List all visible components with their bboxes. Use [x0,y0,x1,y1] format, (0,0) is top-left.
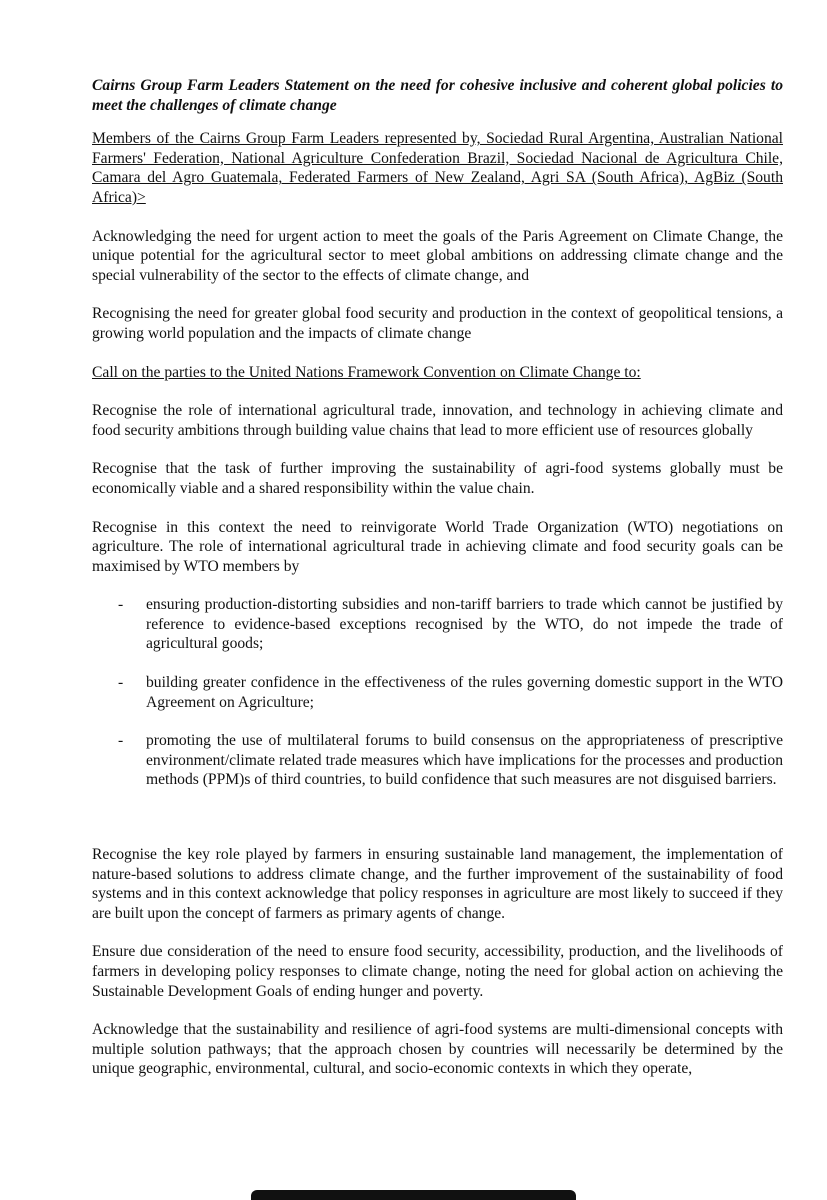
wto-measures-list [92,595,783,790]
preamble-paragraph: Recognising the need for greater global food security and production in the context of geopolitical tensions, a growing world population and the impacts of climate change [92,305,783,342]
list-item [92,731,783,790]
list-item [92,673,783,712]
list-item-text: building greater confidence in the effectiveness of the rules governing domestic support in the WTO Agreement on Agriculture; [146,674,783,711]
preamble-paragraph: Acknowledging the need for urgent action to meet the goals of the Paris Agreement on Climate Change, the unique potential for the agricultural sector to meet global ambitions on addressing climate change and the special vulnerability of the sector to the effects of climate change, and [92,227,783,284]
list-item [92,595,783,654]
home-indicator-bar[interactable] [251,1190,576,1200]
call-paragraph: Recognise the role of international agricultural trade, innovation, and technology in achieving climate and food security ambitions through building value chains that lead to more efficient use of resources globally [92,402,783,439]
bullet-dash: - [118,674,124,692]
call-paragraph: Recognise in this context the need to reinvigorate World Trade Organization (WTO) negotiations on agriculture. The role of international agricultural trade in achieving climate and food security goals can be maximised by WTO members by [92,518,783,575]
call-paragraph: Recognise that the task of further improving the sustainability of agri-food systems globally must be economically viable and a shared responsibility within the value chain. [92,460,783,497]
closing-paragraph: Acknowledge that the sustainability and resilience of agri-food systems are multi-dimensional concepts with multiple solution pathways; that the approach chosen by countries will necessarily be determined by the unique geographic, environmental, cultural, and socio-economic contexts in which they operate, [92,1021,783,1078]
list-item-text: promoting the use of multilateral forums to build consensus on the appropriateness of prescriptive environment/climate related trade measures which have implications for the processes and production methods (PPM)s of third countries, to build confidence that such measures are not disguised barriers. [146,732,783,789]
call-heading: Call on the parties to the United Nations Framework Convention on Climate Change to: [92,363,641,381]
closing-paragraph: Recognise the key role played by farmers in ensuring sustainable land management, the implementation of nature-based solutions to address climate change, and the further improvement of the sustainability of food systems and in this context acknowledge that policy responses in agriculture are most likely to succeed if they are built upon the concept of farmers as primary agents of change. [92,846,783,922]
bullet-dash: - [118,732,124,750]
members-list: Members of the Cairns Group Farm Leaders represented by, Sociedad Rural Argentina, Australian National Farmers' Federation, National Agriculture Confederation Brazil, Sociedad Nacional de Agricultura Chile, Camara del Agro Guatemala, Federated Farmers of New Zealand, Agri SA (South Africa), AgBiz (South Africa)> [92,130,783,206]
list-item-text: ensuring production-distorting subsidies and non-tariff barriers to trade which cannot be justified by reference to evidence-based exceptions recognised by the WTO, do not impede the trade of agricultural goods; [146,596,783,653]
bullet-dash: - [118,596,124,614]
document-page [92,76,783,1098]
document-title: Cairns Group Farm Leaders Statement on the need for cohesive inclusive and coherent global policies to meet the challenges of climate change [92,77,783,114]
closing-paragraph: Ensure due consideration of the need to ensure food security, accessibility, production, and the livelihoods of farmers in developing policy responses to climate change, noting the need for global action on achieving the Sustainable Development Goals of ending hunger and poverty. [92,943,783,1000]
